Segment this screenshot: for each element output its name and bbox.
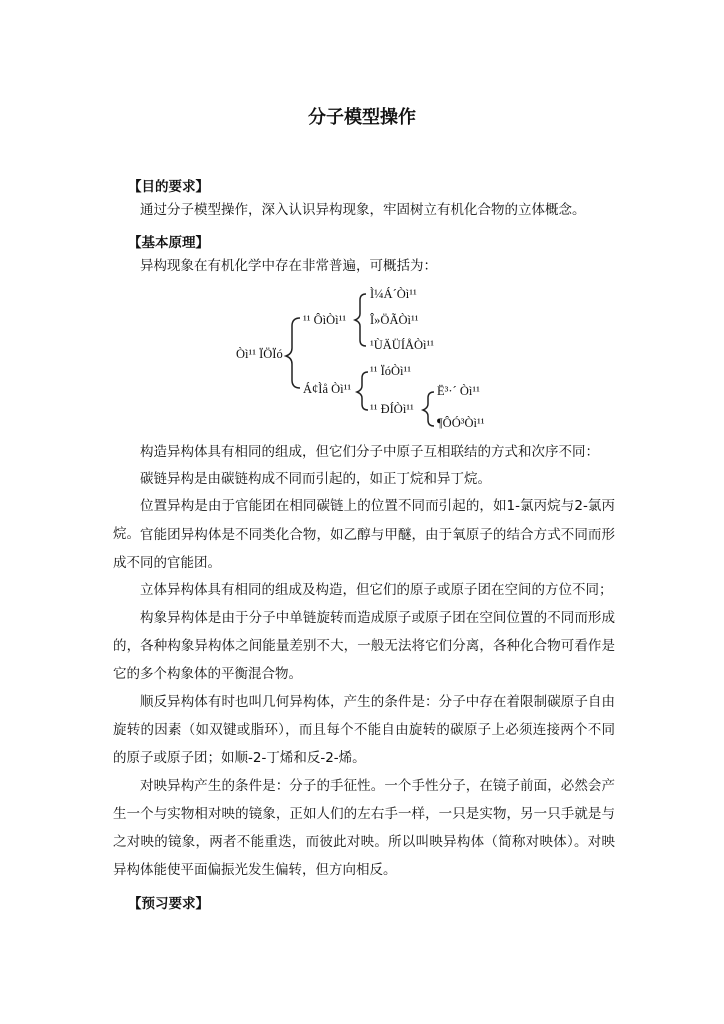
page-title: 分子模型操作 xyxy=(308,107,416,128)
paragraph: 构象异构体是由于分子中单链旋转而造成原子或原子团在空间位置的不同而形成的，各种构象异构体之间能量差别不大，一般无法将它们分离，各种化合物可看作是它的多个构象体的平衡混合物。 xyxy=(113,610,615,682)
principle-intro: 异构现象在有机化学中存在非常普遍，可概括为： xyxy=(140,258,437,274)
diagram-node: Ë³·´ Òì¹¹ xyxy=(437,384,480,398)
section-heading-purpose: 【目的要求】 xyxy=(128,179,209,195)
diagram-root: Òì¹¹ ÏÖÏó xyxy=(236,347,283,361)
diagram-stereo: Á¢Ìå Òì¹¹ xyxy=(303,382,352,396)
paragraph: 构造异构体具有相同的组成，但它们分子中原子互相联结的方式和次序不同： xyxy=(140,444,599,460)
diagram-node: ¶ÔÓ³Òì¹¹ xyxy=(437,416,485,430)
paragraph: 对映异构产生的条件是：分子的手征性。一个手性分子，在镜子前面，必然会产生一个与实物相对映的镜象，正如人们的左右手一样，一只是实物，另一只手就是与之对映的镜象，两者不能重迭，而彼此对映。所以叫映异构体（简称对映体）。对映异构体能使平面偏振光发生偏转，但方向相反。 xyxy=(113,778,615,878)
section-heading-principle: 【基本原理】 xyxy=(128,235,209,251)
config-brace xyxy=(423,392,434,426)
stereo-brace xyxy=(357,372,368,410)
structural-brace xyxy=(355,294,366,346)
diagram-braces xyxy=(0,0,724,440)
paragraph: 顺反异构体有时也叫几何异构体，产生的条件是：分子中存在着限制碳原子自由旋转的因素（如双键或脂环），而且每个不能自由旋转的碳原子上必须连接两个不同的原子或原子团；如顺-2-丁烯和反-2-烯。 xyxy=(113,694,615,766)
root-brace xyxy=(286,318,300,388)
purpose-text: 通过分子模型操作，深入认识异构现象，牢固树立有机化合物的立体概念。 xyxy=(140,202,586,218)
diagram-structural: ¹¹ ÔìÒì¹¹ xyxy=(303,313,347,327)
paragraph: 位置异构是由于官能团在相同碳链上的位置不同而引起的，如1-氯丙烷与2-氯丙烷。 xyxy=(113,498,615,542)
paragraph: 碳链异构是由碳链构成不同而引起的，如正丁烷和异丁烷。 xyxy=(140,471,491,487)
diagram-node: Î»ÖÃÒì¹¹ xyxy=(370,313,419,327)
paragraph: 立体异构体具有相同的组成及构造，但它们的原子或原子团在空间的方位不同； xyxy=(140,582,613,598)
section-heading-preview: 【预习要求】 xyxy=(128,896,209,912)
diagram-node: ¹¹ ÏóÒì¹¹ xyxy=(370,364,412,378)
paragraph: 官能团异构体是不同类化合物，如乙醇与甲醚，由于氧原子的结合方式不同而形成不同的官能团。 xyxy=(113,527,615,571)
diagram-node: ¹¹ ÐÍÒì¹¹ xyxy=(370,402,414,416)
diagram-node: ¹ÙÄÜÍÅÒì¹¹ xyxy=(370,338,435,352)
diagram-node: Ì¼Á´Òì¹¹ xyxy=(370,287,417,301)
